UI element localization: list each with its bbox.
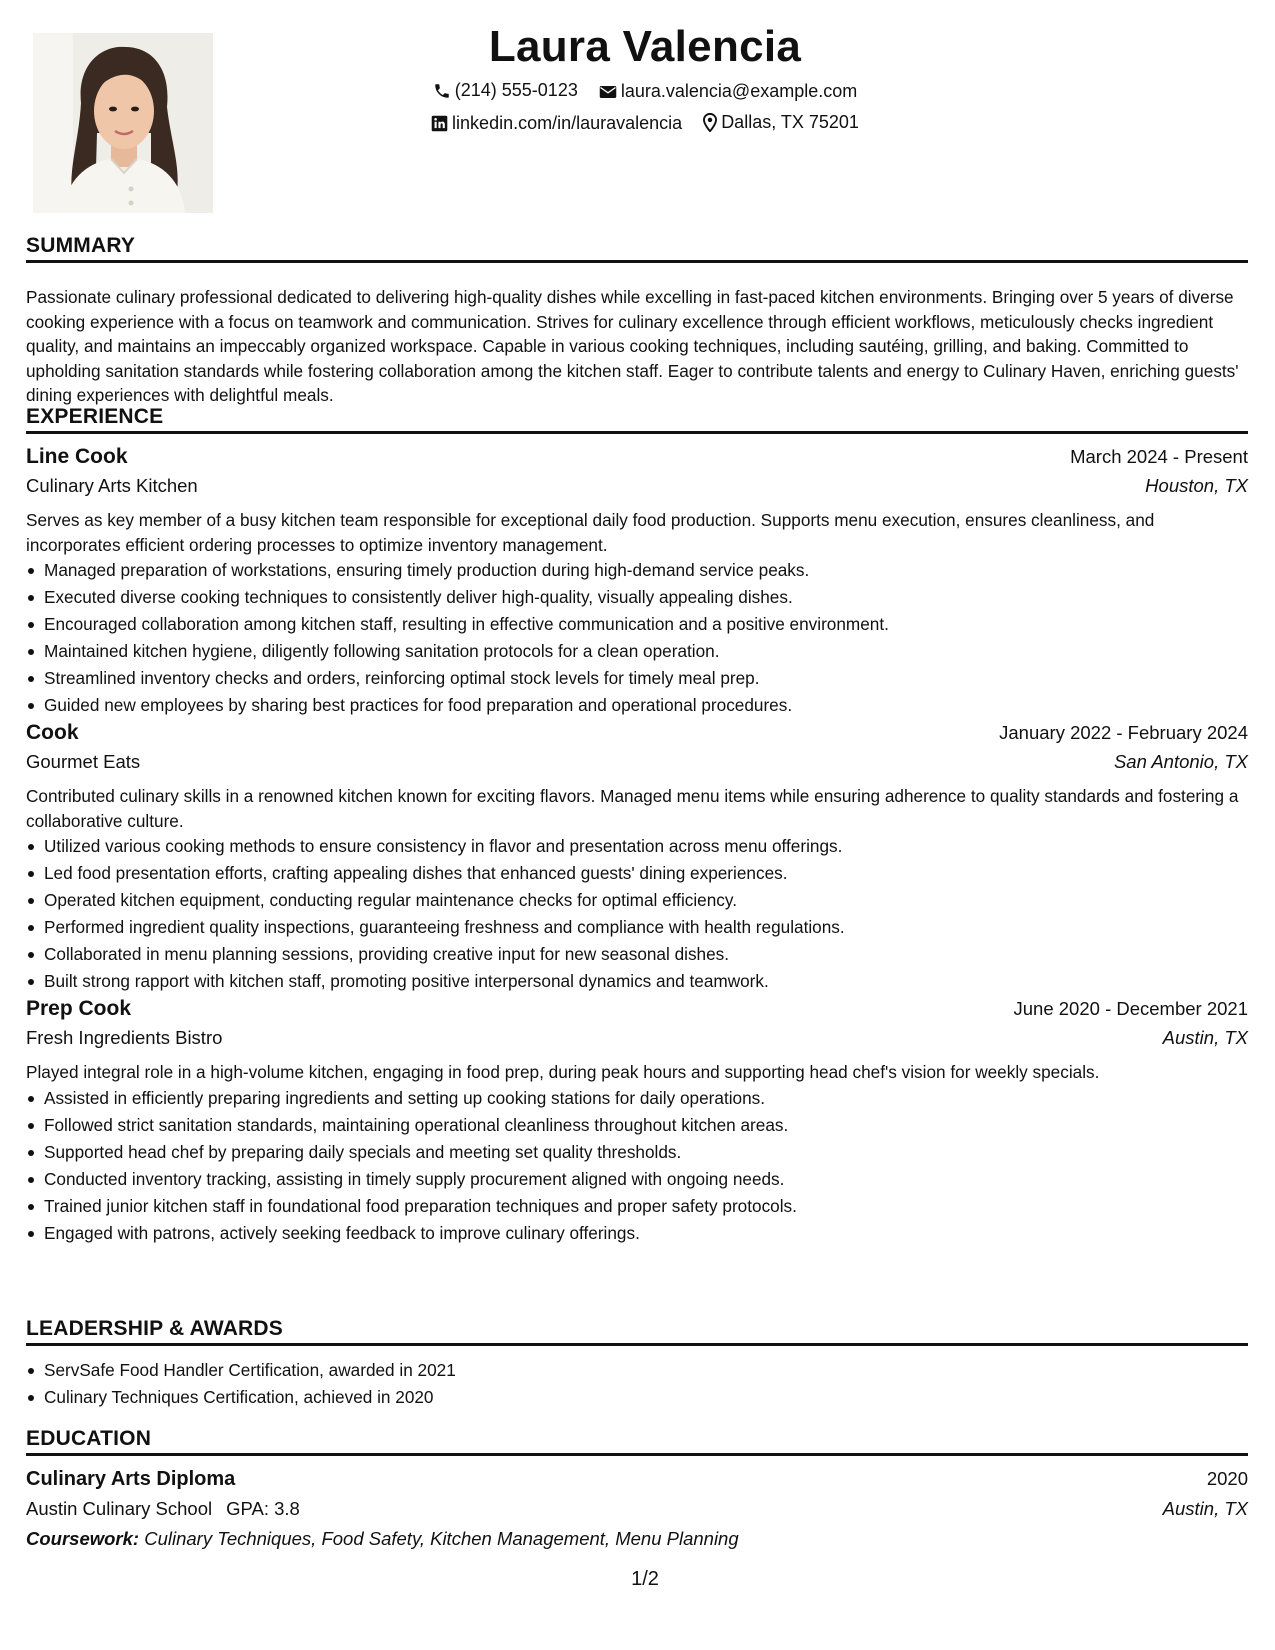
list-item: Built strong rapport with kitchen staff, promoting positive interpersonal dynamics and teamwork. xyxy=(44,968,1248,995)
job-dates: June 2020 - December 2021 xyxy=(1013,998,1248,1019)
list-item: Maintained kitchen hygiene, diligently following sanitation protocols for a clean operation. xyxy=(44,638,1248,665)
phone-text: (214) 555-0123 xyxy=(454,80,578,100)
job-entry-line-cook xyxy=(26,445,1248,719)
job-dates: March 2024 - Present xyxy=(1070,446,1248,467)
list-item: Guided new employees by sharing best practices for food preparation and operational procedures. xyxy=(44,692,1248,719)
list-item: Supported head chef by preparing daily specials and meeting set quality thresholds. xyxy=(44,1139,1248,1166)
awards-list xyxy=(26,1357,1248,1411)
page-number: 1/2 xyxy=(631,1568,659,1590)
job-location: Austin, TX xyxy=(1162,1027,1248,1048)
job-bullets xyxy=(26,833,1248,995)
list-item: Engaged with patrons, actively seeking feedback to improve culinary offerings. xyxy=(44,1220,1248,1247)
list-item: Assisted in efficiently preparing ingredients and setting up cooking stations for daily operations. xyxy=(44,1085,1248,1112)
job-bullets xyxy=(26,557,1248,719)
job-title: Cook xyxy=(26,721,79,744)
linkedin-icon xyxy=(431,115,448,132)
location-contact xyxy=(703,112,859,133)
job-company: Gourmet Eats xyxy=(26,751,141,772)
list-item: Encouraged collaboration among kitchen staff, resulting in effective communication and a positive environment. xyxy=(44,611,1248,638)
list-item: Led food presentation efforts, crafting appealing dishes that enhanced guests' dining experiences. xyxy=(44,860,1248,887)
summary-heading: SUMMARY xyxy=(26,234,1248,263)
education-year: 2020 xyxy=(1206,1468,1248,1489)
education-entry xyxy=(26,1468,1248,1550)
list-item: Collaborated in menu planning sessions, providing creative input for new seasonal dishes. xyxy=(44,941,1248,968)
coursework-text: Culinary Techniques, Food Safety, Kitchen Management, Menu Planning xyxy=(144,1528,739,1549)
job-company: Fresh Ingredients Bistro xyxy=(26,1027,223,1048)
list-item: Utilized various cooking methods to ensure consistency in flavor and presentation across menu offerings. xyxy=(44,833,1248,860)
candidate-name: Laura Valencia xyxy=(488,22,802,71)
linkedin-text: linkedin.com/in/lauravalencia xyxy=(452,113,683,133)
linkedin-contact[interactable] xyxy=(431,113,682,134)
job-dates: January 2022 - February 2024 xyxy=(999,722,1248,743)
job-description: Serves as key member of a busy kitchen team responsible for exceptional daily food production. Supports menu execution, ensures cleanliness, and incorporates efficient ordering processes to optimize inventory management. xyxy=(26,510,1155,555)
school-name: Austin Culinary School xyxy=(26,1498,213,1519)
job-company: Culinary Arts Kitchen xyxy=(26,475,198,496)
location-text: Dallas, TX 75201 xyxy=(721,112,859,132)
job-location: Houston, TX xyxy=(1145,475,1248,496)
job-bullets xyxy=(26,1085,1248,1247)
list-item: Followed strict sanitation standards, maintaining operational cleanliness throughout kitchen areas. xyxy=(44,1112,1248,1139)
list-item: Managed preparation of workstations, ensuring timely production during high-demand service peaks. xyxy=(44,557,1248,584)
list-item: Trained junior kitchen staff in foundational food preparation techniques and proper safety protocols. xyxy=(44,1193,1248,1220)
job-entry-prep-cook xyxy=(26,997,1248,1247)
coursework-label: Coursework: xyxy=(26,1528,140,1549)
experience-heading: EXPERIENCE xyxy=(26,405,1248,434)
list-item: ServSafe Food Handler Certification, awarded in 2021 xyxy=(44,1357,1248,1384)
education-location: Austin, TX xyxy=(1162,1498,1248,1519)
list-item: Conducted inventory tracking, assisting in timely supply procurement aligned with ongoing needs. xyxy=(44,1166,1248,1193)
gpa-value: GPA: 3.8 xyxy=(226,1498,300,1519)
list-item: Executed diverse cooking techniques to consistently deliver high-quality, visually appealing dishes. xyxy=(44,584,1248,611)
job-description: Contributed culinary skills in a renowned kitchen known for exciting flavors. Managed menu items while ensuring adherence to quality standards and fostering a collaborative culture. xyxy=(26,786,1239,831)
list-item: Culinary Techniques Certification, achieved in 2020 xyxy=(44,1384,1248,1411)
list-item: Streamlined inventory checks and orders, reinforcing optimal stock levels for timely meal prep. xyxy=(44,665,1248,692)
phone-icon xyxy=(433,82,451,100)
job-description: Played integral role in a high-volume kitchen, engaging in food prep, during peak hours and supporting head chef's vision for weekly specials. xyxy=(26,1062,1100,1082)
coursework-line xyxy=(26,1528,1248,1550)
contact-row-secondary xyxy=(0,112,1275,137)
job-title: Prep Cook xyxy=(26,997,132,1020)
phone-contact[interactable] xyxy=(433,80,578,101)
degree-title: Culinary Arts Diploma xyxy=(26,1468,236,1490)
email-contact[interactable] xyxy=(599,81,857,102)
job-location: San Antonio, TX xyxy=(1113,751,1248,772)
awards-list-container xyxy=(26,1357,1248,1411)
contact-row-primary xyxy=(0,80,1275,105)
education-heading: EDUCATION xyxy=(26,1427,1248,1456)
email-text: laura.valencia@example.com xyxy=(620,81,858,101)
list-item: Operated kitchen equipment, conducting regular maintenance checks for optimal efficiency. xyxy=(44,887,1248,914)
summary-text: Passionate culinary professional dedicated to delivering high-quality dishes while excelling in fast-paced kitchen environments. Bringing over 5 years of diverse cooking experience with a focus on teamwork and communication. Strives for culinary excellence through efficient workflows, meticulously checks ingredient quality, and maintains an impeccably organized workspace. Capable in various cooking techniques, including sautéing, grilling, and baking. Committed to upholding sanitation standards while fostering collaboration among the kitchen staff. Eager to contribute talents and energy to Culinary Haven, enriching guests' dining experiences with delightful meals. xyxy=(26,287,1239,406)
envelope-icon xyxy=(599,84,617,100)
job-title: Line Cook xyxy=(26,445,128,468)
job-entry-cook xyxy=(26,721,1248,995)
awards-heading: LEADERSHIP & AWARDS xyxy=(26,1317,1248,1346)
map-pin-icon xyxy=(703,113,717,132)
list-item: Performed ingredient quality inspections, guaranteeing freshness and compliance with health regulations. xyxy=(44,914,1248,941)
